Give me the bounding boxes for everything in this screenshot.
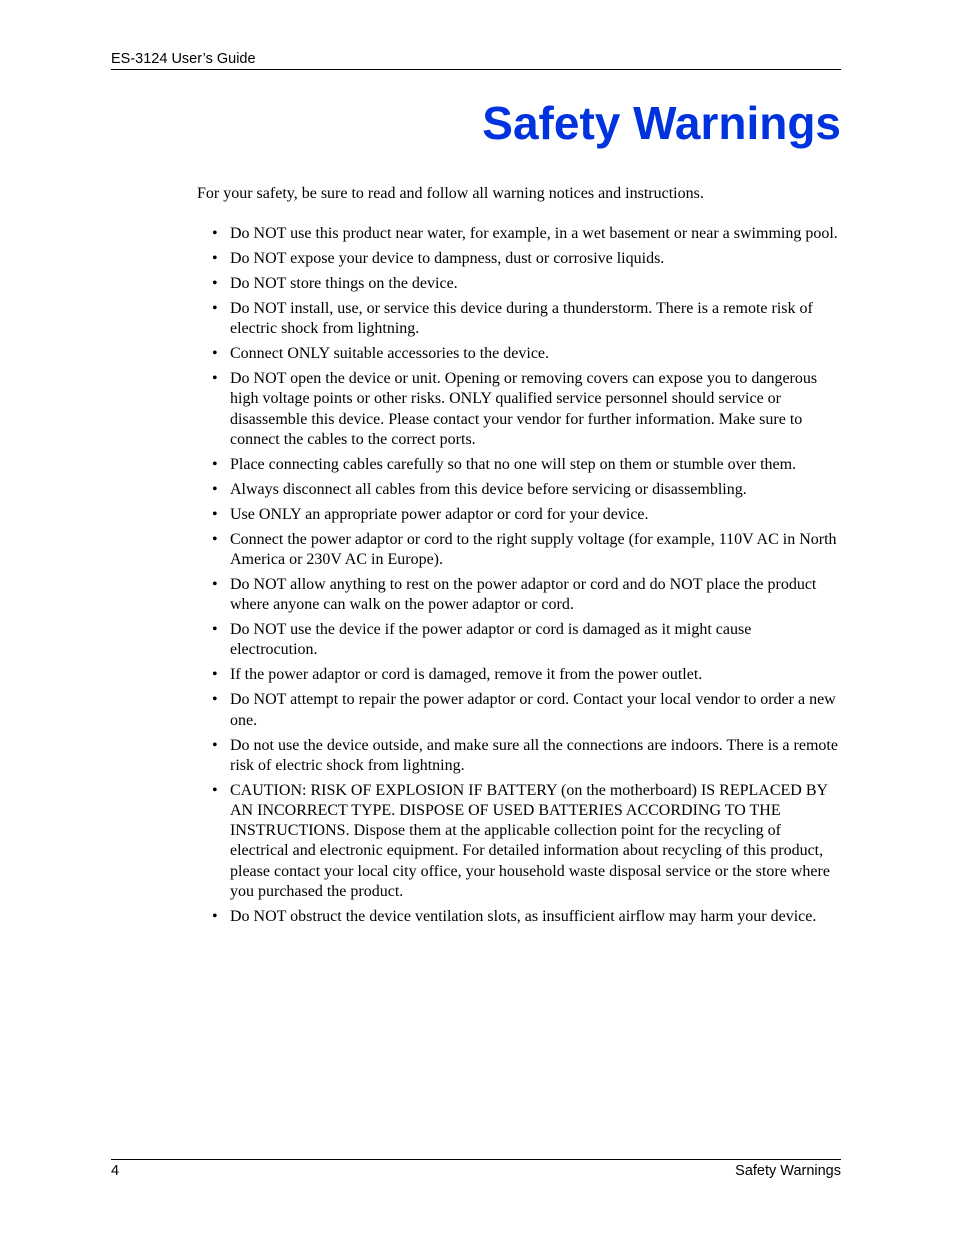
bullet-icon: • [212,576,218,594]
bullet-icon: • [212,300,218,317]
bullet-icon: • [212,345,218,363]
warning-text: Do NOT store things on the device. [230,275,458,292]
bullet-icon: • [212,480,218,498]
bullet-icon: • [212,736,218,754]
warning-item [212,690,842,730]
bullet-icon: • [212,781,218,799]
bullet-icon: • [212,666,218,684]
bullet-icon: • [212,505,218,523]
bullet-icon: • [212,907,218,925]
warning-text: Do NOT use this product near water, for example, in a wet basement or near a swimming pool. [230,225,838,242]
warning-item [212,620,842,660]
warning-item [212,455,842,475]
warning-text: Do NOT attempt to repair the power adaptor or cord. Contact your local vendor to order a new one. [230,691,836,729]
bullet-icon: • [212,691,218,709]
intro-paragraph: For your safety, be sure to read and follow all warning notices and instructions. [197,185,704,202]
warning-item [212,665,842,685]
bullet-icon: • [212,225,218,242]
warning-text: Do NOT obstruct the device ventilation slots, as insufficient airflow may harm your device. [230,907,817,925]
bullet-icon: • [212,621,218,639]
warning-text: Always disconnect all cables from this device before servicing or disassembling. [230,480,747,498]
warning-text: Do NOT expose your device to dampness, dust or corrosive liquids. [230,250,665,267]
warning-text: Connect ONLY suitable accessories to the device. [230,345,550,363]
warning-item [212,249,842,269]
warning-text: Do NOT allow anything to rest on the power adaptor or cord and do NOT place the product where anyone can walk on the power adaptor or cord. [230,576,817,614]
warning-item [212,274,842,294]
warning-item [212,224,842,244]
warning-text: Do NOT use the device if the power adaptor or cord is damaged as it might cause electrocution. [230,621,752,659]
warning-text: CAUTION: RISK OF EXPLOSION IF BATTERY (on the motherboard) IS REPLACED BY AN INCORRECT TYPE. DISPOSE OF USED BATTERIES ACCORDING TO THE INSTRUCTIONS. Dispose them at the applicable collection point for the recycling of electrical and electronic equipment. For detailed information about recycling of this product, please contact your local city office, your household waste disposal service or the store where you purchased the product. [230,781,830,900]
bullet-icon: • [212,250,218,267]
bullet-icon: • [212,530,218,548]
warning-text: Connect the power adaptor or cord to the right supply voltage (for example, 110V AC in North America or 230V AC in Europe). [230,530,837,569]
warnings-list [212,224,842,932]
warning-text: Use ONLY an appropriate power adaptor or cord for your device. [230,505,649,523]
warning-text: Do NOT open the device or unit. Opening or removing covers can expose you to dangerous high voltage points or other risks. ONLY qualified service personnel should service or disassemble this device. Please contact your vendor for further information. Make sure to connect the cables to the correct ports. [230,370,818,448]
warning-item [212,369,842,450]
footer-section-name: Safety Warnings [735,1163,841,1179]
bullet-icon: • [212,275,218,292]
page-number: 4 [111,1163,120,1179]
warning-item [212,736,842,776]
warning-item [212,505,842,525]
warning-item [212,907,842,927]
warning-text: Do not use the device outside, and make sure all the connections are indoors. There is a remote risk of electric shock from lightning. [230,736,838,774]
warning-text: If the power adaptor or cord is damaged, remove it from the power outlet. [230,666,703,684]
bullet-icon: • [212,455,218,473]
bullet-icon: • [212,370,218,388]
warning-item [212,480,842,500]
page-footer [111,1159,841,1179]
warning-text: Do NOT install, use, or service this device during a thunderstorm. There is a remote risk of electric shock from lightning. [230,300,813,338]
guide-title: ES-3124 User’s Guide [111,51,256,67]
warning-text: Place connecting cables carefully so that no one will step on them or stumble over them. [230,455,797,473]
warning-item [212,781,842,902]
warning-item [212,344,842,364]
warning-item [212,299,842,339]
page-header [111,51,841,70]
page-title: Safety Warnings [482,97,841,149]
warning-item [212,530,842,570]
warning-item [212,575,842,615]
